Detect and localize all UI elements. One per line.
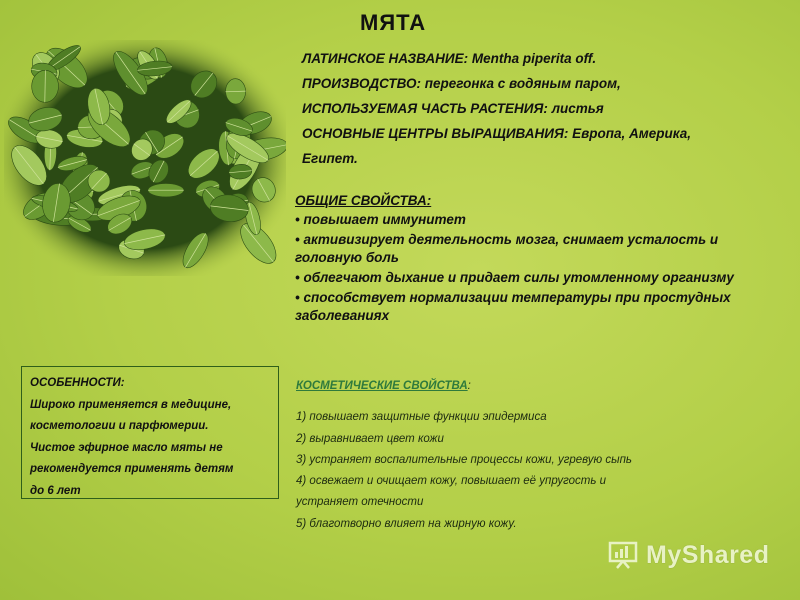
list-item: косметологии и парфюмерии. <box>30 420 209 432</box>
growing-centers-row: ОСНОВНЫЕ ЦЕНТРЫ ВЫРАЩИВАНИЯ: Европа, Америка, <box>302 126 692 141</box>
cosmetic-properties <box>296 376 766 535</box>
list-item: 4) освежает и очищает кожу, повышает её упругость и <box>296 475 606 488</box>
list-item: 3) устраняет воспалительные процессы кожи, угревую сыпь <box>296 453 632 466</box>
list-item: устраняет отечности <box>296 496 424 509</box>
features-heading: ОСОБЕННОСТИ: <box>30 377 125 389</box>
list-item: Чистое эфирное масло мяты не <box>30 441 223 454</box>
list-item: • способствует нормализации температуры при простудных заболеваниях <box>295 290 731 323</box>
features-box <box>21 366 279 499</box>
used-part-row: ИСПОЛЬЗУЕМАЯ ЧАСТЬ РАСТЕНИЯ: листья <box>302 101 604 116</box>
list-item: • повышает иммунитет <box>295 212 466 227</box>
list-item: до 6 лет <box>30 484 81 497</box>
list-item: рекомендуется применять детям <box>30 463 234 475</box>
general-properties <box>295 192 755 327</box>
watermark-text: MyShared <box>646 540 770 569</box>
cosmetic-heading: КОСМЕТИЧЕСКИЕ СВОЙСТВА <box>296 380 468 392</box>
cosmetic-heading-row: КОСМЕТИЧЕСКИЕ СВОЙСТВА: <box>296 380 471 392</box>
latin-name-row: ЛАТИНСКОЕ НАЗВАНИЕ: Mentha piperita off. <box>302 51 597 66</box>
mint-plant-image <box>4 40 286 276</box>
list-item: • облегчают дыхание и придает силы утомленному организму <box>295 270 734 285</box>
list-item: 2) выравнивает цвет кожи <box>296 432 444 445</box>
list-item: Широко применяется в медицине, <box>30 398 232 411</box>
watermark-logo <box>608 540 769 570</box>
production-row: ПРОИЗВОДСТВО: перегонка с водяным паром, <box>302 76 621 91</box>
list-item: 5) благотворно влияет на жирную кожу. <box>296 517 517 530</box>
general-properties-heading: ОБЩИЕ СВОЙСТВА: <box>295 193 432 208</box>
growing-centers-row-cont: Египет. <box>302 151 358 166</box>
list-item: 1) повышает защитные функции эпидермиса <box>296 411 547 424</box>
page-title: МЯТА <box>360 10 427 35</box>
plant-info <box>302 46 772 171</box>
list-item: • активизирует деятельность мозга, снимает усталость и головную боль <box>295 232 719 265</box>
presentation-icon <box>608 540 640 570</box>
